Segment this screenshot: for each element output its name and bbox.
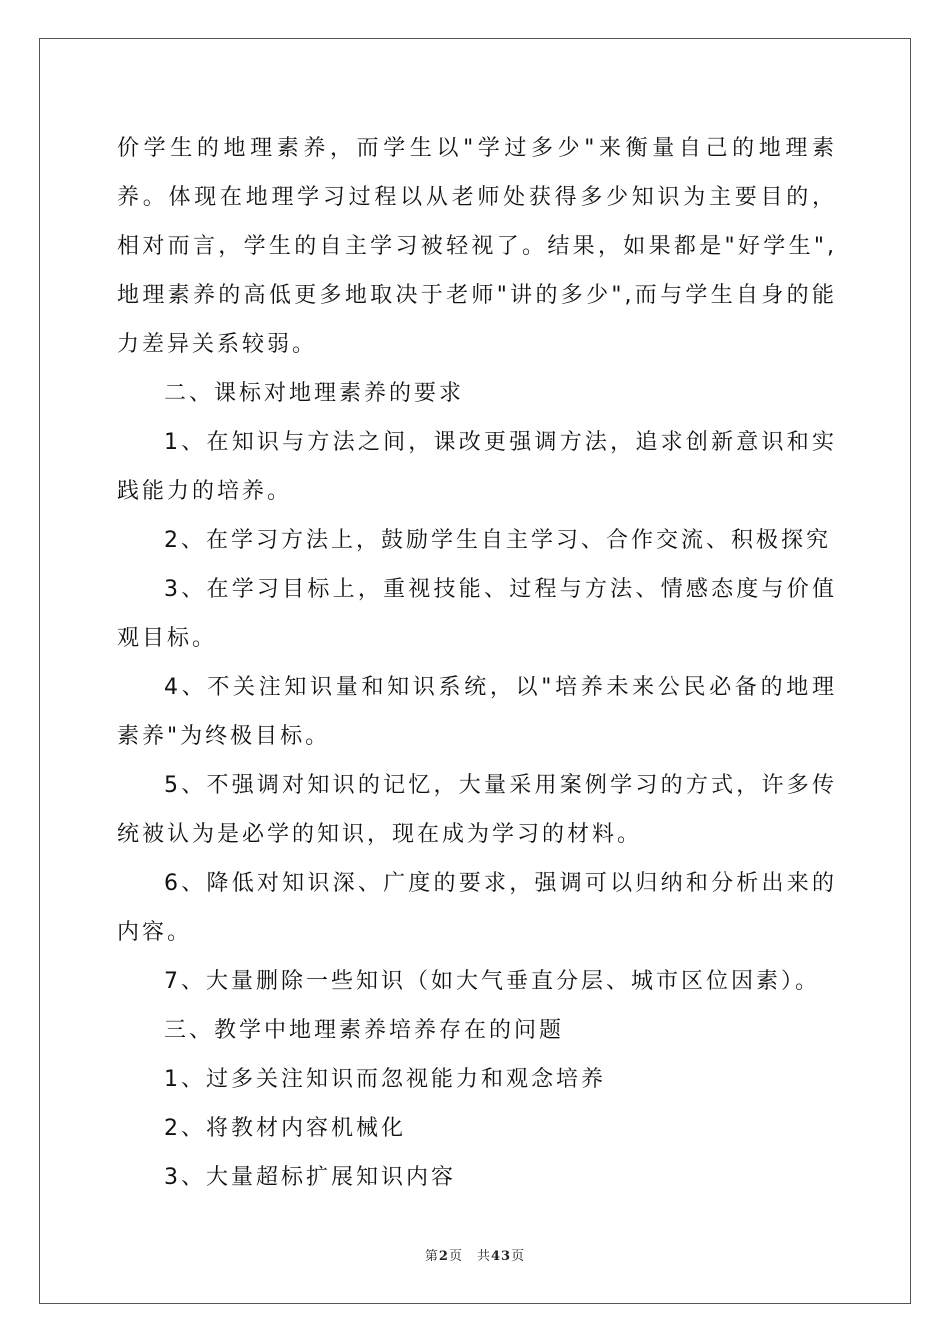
page-footer <box>0 1245 950 1264</box>
document-body <box>117 124 837 1202</box>
list-item-7: 7、大量删除一些知识（如大气垂直分层、城市区位因素）。 <box>164 969 820 994</box>
list-item-2: 2、在学习方法上，鼓励学生自主学习、合作交流、积极探究 <box>164 528 831 553</box>
list-item-5: 5、不强调对知识的记忆，大量采用案例学习的方式，许多传统被认为是必学的知识，现在成为学习的材料。 <box>117 773 837 847</box>
problem-item-1: 1、过多关注知识而忽视能力和观念培养 <box>164 1067 606 1092</box>
paragraph-1: 价学生的地理素养，而学生以"学过多少"来衡量自己的地理素养。体现在地理学习过程以从老师处获得多少知识为主要目的，相对而言，学生的自主学习被轻视了。结果，如果都是"好学生",地理素养的高低更多地取决于老师"讲的多少",而与学生自身的能力差异关系较弱。 <box>117 136 837 357</box>
page-prefix: 第 <box>424 1249 439 1264</box>
heading-section-3: 三、教学中地理素养培养存在的问题 <box>164 1018 565 1043</box>
list-item-3: 3、在学习目标上，重视技能、过程与方法、情感态度与价值观目标。 <box>117 577 837 651</box>
problem-item-2: 2、将教材内容机械化 <box>164 1116 406 1141</box>
list-item-4: 4、不关注知识量和知识系统，以"培养未来公民必备的地理素养"为终极目标。 <box>117 675 837 749</box>
total-prefix: 共 <box>476 1249 491 1264</box>
problem-item-3: 3、大量超标扩展知识内容 <box>164 1165 456 1190</box>
page-number: 2 <box>438 1249 449 1264</box>
total-pages: 43 <box>490 1249 512 1264</box>
page-suffix: 页 <box>448 1249 463 1264</box>
list-item-1: 1、在知识与方法之间，课改更强调方法，追求创新意识和实践能力的培养。 <box>117 430 837 504</box>
list-item-6: 6、降低对知识深、广度的要求，强调可以归纳和分析出来的内容。 <box>117 871 837 945</box>
total-suffix: 页 <box>511 1249 526 1264</box>
heading-section-2: 二、课标对地理素养的要求 <box>164 381 465 406</box>
